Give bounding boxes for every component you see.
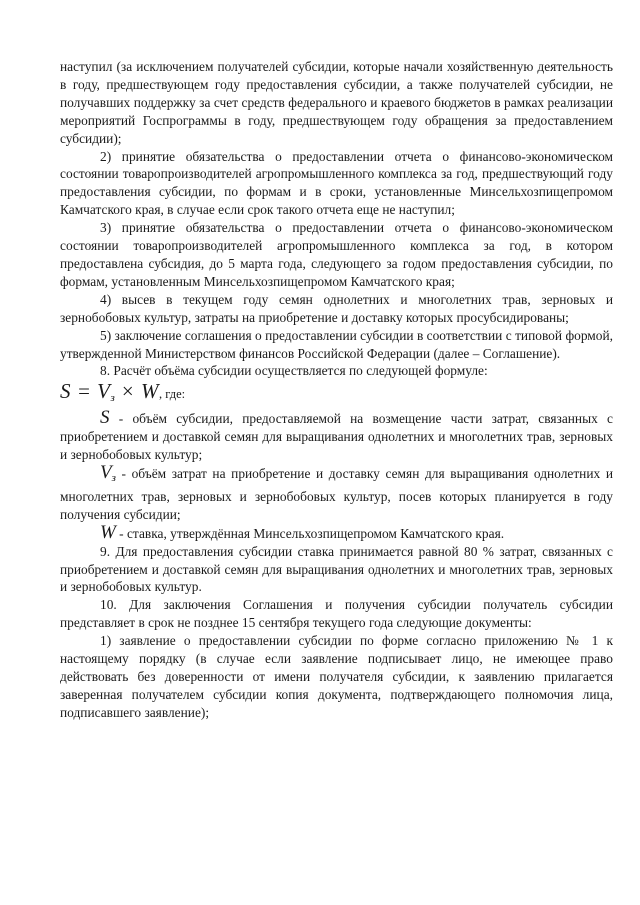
definition-w bbox=[60, 521, 613, 543]
definition-w-text: - ставка, утверждённая Минсельхозпищепромом Камчатского края. bbox=[115, 525, 505, 541]
formula-tail: , где: bbox=[158, 387, 186, 402]
formula-times: × bbox=[114, 379, 141, 404]
formula-lhs: S bbox=[60, 379, 71, 404]
formula-v: V bbox=[97, 379, 111, 404]
paragraph-section-8: 8. Расчёт объёма субсидии осуществляется по следующей формуле: bbox=[100, 363, 488, 379]
definition-v-text: - объём затрат на приобретение и доставку семян для выращивания однолетних и многолетних трав, зерновых и зернобобовых культур, посев которых планируется в году получения субсидии; bbox=[60, 466, 613, 522]
paragraph-section-9: 9. Для предоставления субсидии ставка принимается равной 80 % затрат, связанных с приобретением и доставкой семян для выращивания однолетних и многолетних трав, зерновых и зернобобовых культур. bbox=[60, 543, 613, 595]
paragraph-item-4: 4) высев в текущем году семян однолетних и многолетних трав, зерновых и зернобобовых культур, затраты на приобретение и доставку которых просубсидированы; bbox=[60, 291, 613, 325]
paragraph-section-10: 10. Для заключения Соглашения и получения субсидии получатель субсидии представляет в срок не позднее 15 сентября текущего года следующие документы: bbox=[60, 597, 613, 631]
paragraph-intro-continuation: наступил (за исключением получателей субсидии, которые начали хозяйственную деятельность в году, предшествующем году предоставления субсидии, а также получателей субсидии, не получавших поддержку за счет средств федерального и краевого бюджетов в рамках реализации мероприятий Госпрограммы в году, предшествующем году обращения за предоставлением субсидии); bbox=[60, 59, 613, 146]
paragraph-item-5: 5) заключение соглашения о предоставлении субсидии в соответствии с типовой формой, утвержденной Министерством финансов Российской Федерации (далее – Соглашение). bbox=[60, 327, 613, 361]
formula-v-subscript: з bbox=[110, 392, 115, 405]
definition-v-symbol: V bbox=[100, 462, 112, 484]
definition-v-subscript: з bbox=[111, 472, 116, 485]
formula-w: W bbox=[140, 379, 159, 404]
paragraph-item-2: 2) принятие обязательства о предоставлении отчета о финансово-экономическом состоянии товаропроизводителей агропромышленного комплекса за год, предшествующий году предоставления субсидии, по формам и в сроки, установленные Минсельхозпищепромом Камчатского края, в случае если срок такого отчета еще не наступил; bbox=[60, 148, 613, 218]
definition-s-text: - объём субсидии, предоставляемой на возмещение части затрат, связанных с приобретением и доставкой семян для выращивания однолетних и многолетних трав, зерновых и зернобобовых культур; bbox=[60, 411, 613, 463]
definition-w-symbol: W bbox=[100, 521, 116, 543]
document-page bbox=[60, 58, 613, 722]
definition-s bbox=[60, 409, 613, 464]
definition-v bbox=[60, 464, 613, 524]
paragraph-item-3: 3) принятие обязательства о предоставлении отчета о финансово-экономическом состоянии товаропроизводителей агропромышленного комплекса за год, в котором предоставлена субсидия, до 5 марта года, следующего за годом предоставления субсидии, по формам, установленным Минсельхозпищепромом Камчатского края; bbox=[60, 220, 613, 289]
definition-s-symbol: S bbox=[100, 407, 110, 429]
formula-equals: = bbox=[71, 379, 98, 404]
subsidy-formula bbox=[60, 380, 613, 409]
paragraph-section-10-item-1: 1) заявление о предоставлении субсидии по форме согласно приложению № 1 к настоящему порядку (в случае если заявление подписывает лицо, не имеющее право действовать без доверенности от имени получателя субсидии, к заявлению прилагается заверенная получателем субсидии копия документа, подтверждающего полномочия лица, подписавшего заявление); bbox=[60, 633, 613, 720]
